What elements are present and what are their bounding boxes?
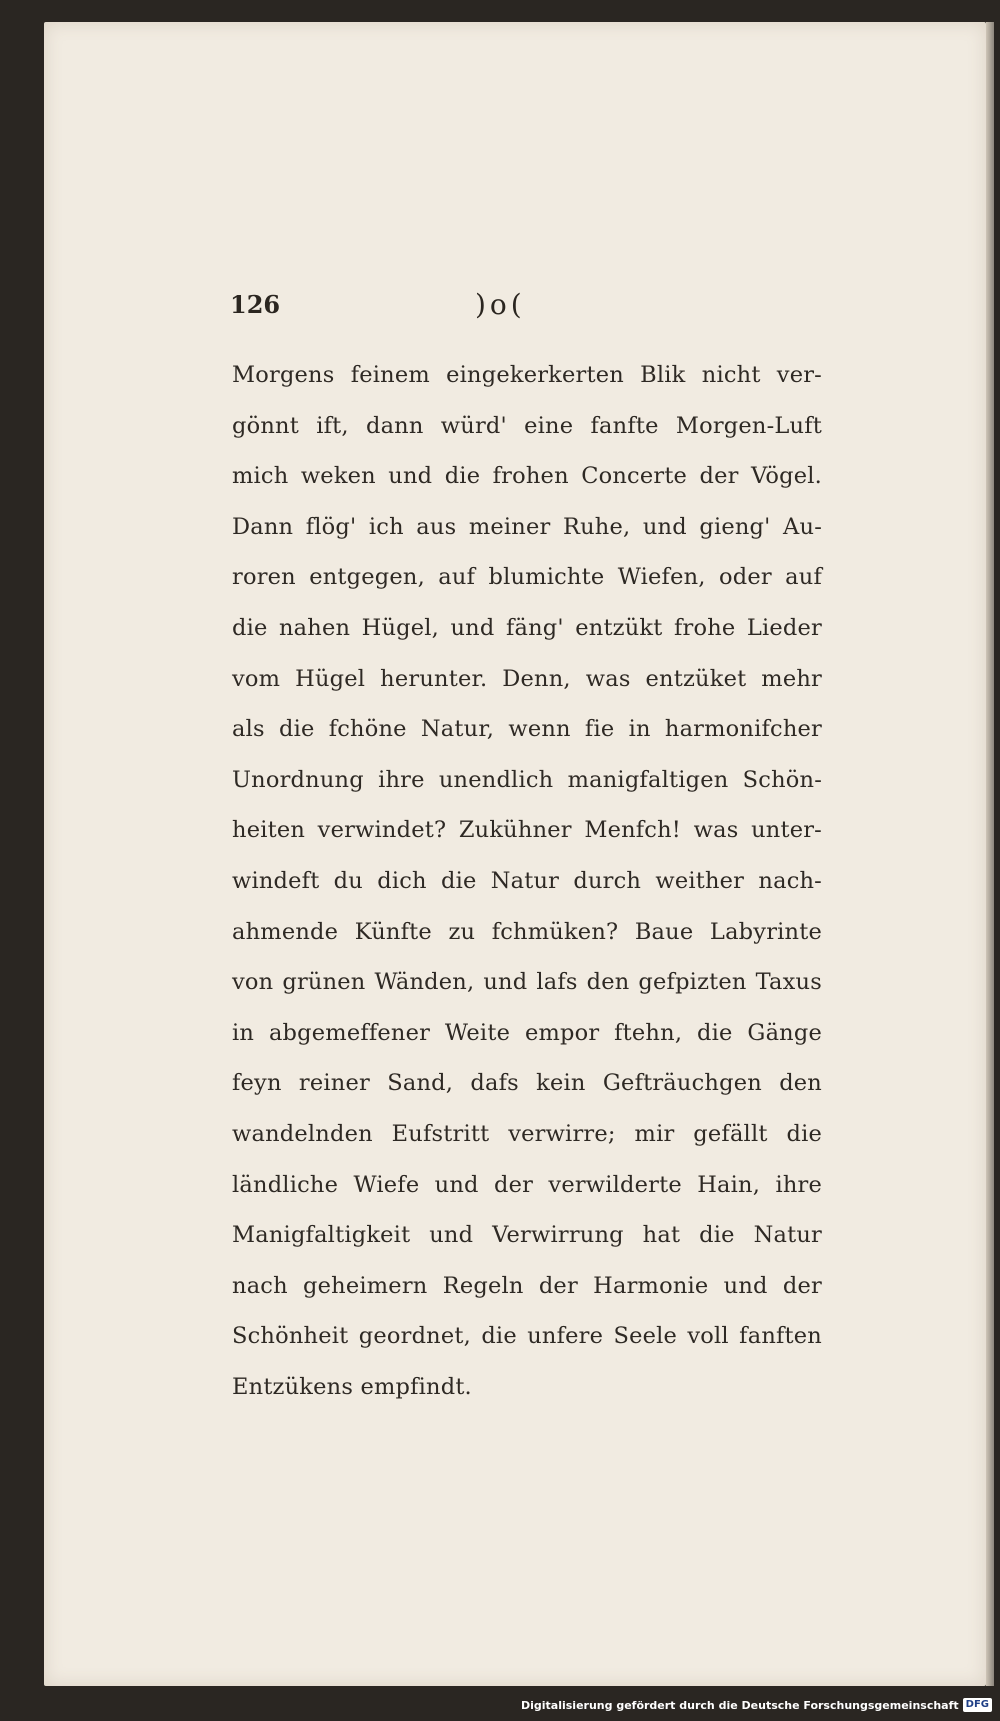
digitization-credit [521,1695,992,1715]
body-text [232,350,822,1412]
page-header [230,290,830,330]
text-line: roren entgegen, auf blumichte Wiefen, oder auf [232,564,822,591]
text-line: vom Hügel herunter. Denn, was entzüket mehr [232,665,822,692]
text-line: Manigfaltigkeit und Verwirrung hat die Natur [232,1222,822,1249]
text-line: gönnt ift, dann würd' eine fanfte Morgen-Luft [232,412,822,439]
text-line: die nahen Hügel, und fäng' entzükt frohe Lieder [232,614,822,641]
text-line: Schönheit geordnet, die unfere Seele voll fanften [232,1323,822,1350]
text-line: ländliche Wiefe und der verwilderte Hain, ihre [232,1171,822,1198]
text-line: Unordnung ihre unendlich manigfaltigen Schön- [232,766,822,793]
dfg-logo: DFG [963,1698,992,1712]
text-line: Morgens feinem eingekerkerten Blik nicht ver- [232,362,822,388]
text-line: mich weken und die frohen Concerte der Vögel. [232,463,822,490]
text-line: Entzükens empfindt. [232,1373,472,1400]
text-line: ahmende Künfte zu fchmüken? Baue Labyrinte [232,918,822,945]
text-line: als die fchöne Natur, wenn fie in harmonifcher [232,716,822,743]
text-line: wandelnden Eufstritt verwirre; mir gefällt die [232,1120,822,1147]
credit-text: Digitalisierung gefördert durch die Deutsche Forschungsgemeinschaft [520,1698,959,1712]
text-line: windeft du dich die Natur durch weither nach- [232,867,822,894]
text-line: von grünen Wänden, und lafs den gefpizten Taxus [232,969,822,996]
text-line: Dann flög' ich aus meiner Ruhe, und gieng' Au- [232,513,822,540]
text-line: heiten verwindet? Zukühner Menfch! was unter- [232,817,822,844]
text-line: in abgemeffener Weite empor ftehn, die Gänge [232,1019,822,1046]
page-edge [986,22,994,1686]
page-number: 126 [230,290,281,319]
header-ornament: )o( [475,288,526,321]
text-line: nach geheimern Regeln der Harmonie und der [232,1272,822,1299]
text-line: feyn reiner Sand, dafs kein Gefträuchgen den [232,1070,822,1097]
